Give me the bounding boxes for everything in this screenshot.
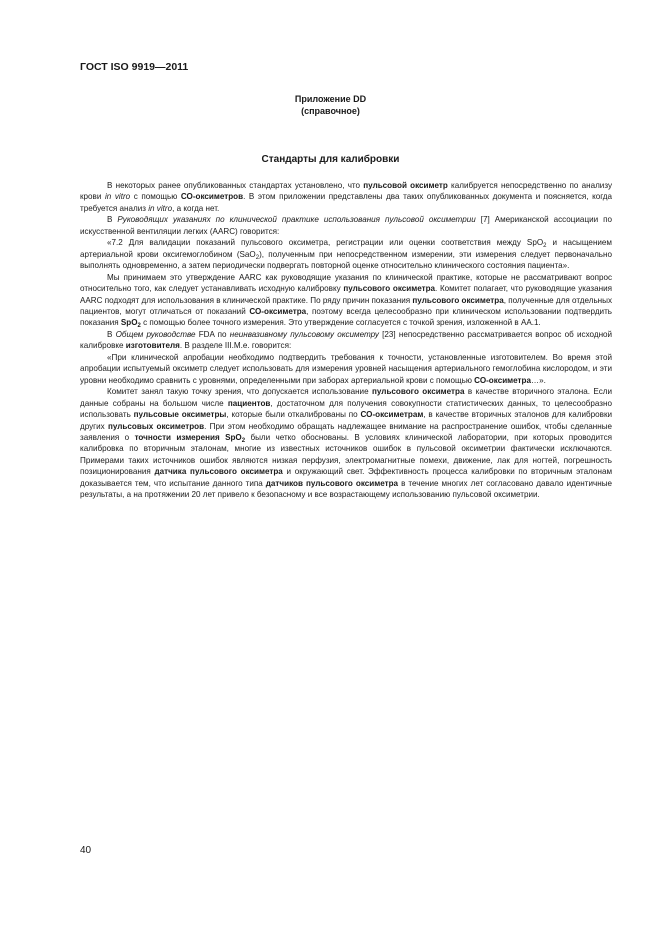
paragraph-2: В Руководящих указаниях по клинической практике использования пульсовой оксиметрии [7] Американской ассоциации по искусственной вентиляции легких (AARC) говорится: [80, 215, 612, 236]
appendix-heading [0, 93, 661, 117]
appendix-subtitle: (справочное) [301, 106, 360, 116]
paragraph-3-quote: «7.2 Для валидации показаний пульсового оксиметра, регистрации или оценки соответствия между SpO$_2$ и насыщением артериальной крови оксигемоглобином (SaO$_2$), полученным при непосредственном измерении, эти измерения следует первоначально выполнять одновременно, а затем периодически подвергать повторной оценке относительно клинического состояния пациента». [80, 238, 612, 271]
paragraph-4: Мы принимаем это утверждение AARC как руководящие указания по клинической практике, которые не рассматривают вопрос относительно того, как следует устанавливать исходную калибровку пульсового оксиметра. Комитет полагает, что руководящие указания AARC подходят для использования в клинической практике. По ряду причин показания пульсового оксиметра, полученные для отдельных пациентов, могут отличаться от показаний СО-оксиметра, поэтому всегда целесообразно при клиническом использовании подтвердить показания SpO$_2$ с помощью более точного измерения. Это утверждение согласуется с точкой зрения, изложенной в АА.1. [80, 272, 613, 330]
section-title: Стандарты для калибровки [261, 154, 400, 165]
paragraph-1: В некоторых ранее опубликованных стандартах установлено, что пульсовой оксиметр калибруется непосредственно по анализу крови in vitro с помощью СО-оксиметров. В этом приложении представлены два таких опубликованных документа и поясняется, когда требуется анализ in vitro, а когда нет. [80, 181, 613, 213]
paragraph-6-quote: «При клинической апробации необходимо подтвердить требования к точности, установленные изготовителем. Во время этой апробации испытуемый оксиметр следует использовать для измерения уровней насыщения артериального гемоглобина кислородом, и эти уровни необходимо сравнить с уровнями, определенными при заборах артериальной крови с помощью СО-оксиметра…». [80, 352, 612, 385]
document-header: ГОСТ ISO 9919—2011 [80, 61, 189, 73]
paragraph-5: В Общем руководстве FDA по неинвазивному пульсовому оксиметру [23] непосредственно рассматривается вопрос об исходной калибровке изготовителя. В разделе III.M.e. говорится: [80, 329, 613, 351]
paragraph-7: Комитет занял такую точку зрения, что допускается использование пульсового оксиметра в качестве вторичного эталона. Если данные собраны на большом числе пациентов, достаточном для получения совокупности статистических данных, то целесообразно использовать пульсовые оксиметры, которые были откалиброваны по СО-оксиметрам, в качестве вторичных эталонов для калибровки других пульсовых оксиметров. При этом необходимо обращать надлежащее внимание на распространение ошибок, чтобы сделанные заявления о точности измерения SpO$_2$ были четко обоснованы. В условиях клинической лаборатории, при которых проводится калибровка по вторичным эталонам, многие из известных источников ошибок в пульсовой оксиметрии фактически исключаются. Примерами таких источников ошибок являются низкая перфузия, электромагнитные помехи, движение, лак для ногтей, погрешность позиционирования датчика пульсового оксиметра и окружающий свет. Эффективность процесса калибровки по вторичным эталонам доказывается тем, что испытание данного типа датчиков пульсового оксиметра в течение многих лет согласовано давало идентичные результаты, а на протяжении 20 лет привело к безопасному и все возрастающему использованию пульсовой оксиметрии. [80, 387, 613, 500]
document-body [80, 180, 612, 501]
appendix-title: Приложение DD [294, 94, 367, 104]
page-number: 40 [80, 845, 92, 856]
